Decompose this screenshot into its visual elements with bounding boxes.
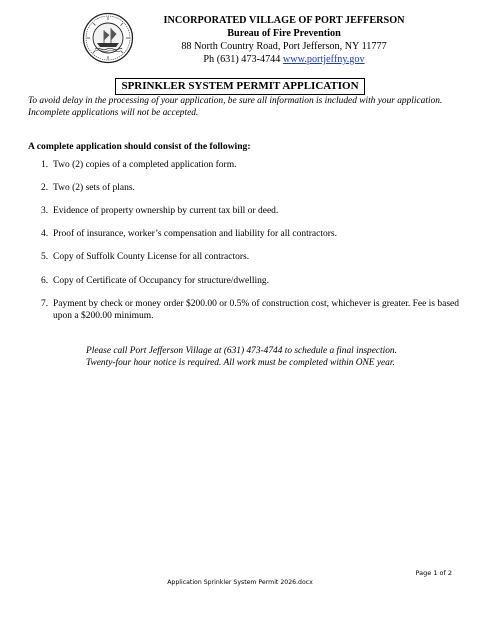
list-item-number: 1. bbox=[41, 160, 49, 170]
website-link[interactable]: www.portjeffny.gov bbox=[282, 54, 365, 65]
village-seal-icon bbox=[82, 12, 134, 64]
requirements-heading: A complete application should consist of the following: bbox=[28, 141, 251, 152]
list-item-number: 6. bbox=[41, 276, 49, 286]
intro-text bbox=[28, 95, 468, 119]
intro-line: Incomplete applications will not be accepted. bbox=[28, 108, 199, 118]
intro-line: To avoid delay in the processing of your application, be sure all information is included with your application. bbox=[28, 96, 443, 106]
contact-line bbox=[134, 53, 434, 66]
list-item-text: Evidence of property ownership by current tax bill or deed. bbox=[53, 206, 279, 216]
list-item-text: Copy of Certificate of Occupancy for structure/dwelling. bbox=[53, 276, 270, 286]
list-item-text: Copy of Suffolk County License for all contractors. bbox=[53, 252, 250, 262]
letterhead bbox=[134, 14, 434, 66]
page-number: Page 1 of 2 bbox=[415, 569, 452, 577]
footer-filename: Application Sprinkler System Permit 2026.docx bbox=[167, 579, 313, 586]
page-title: SPRINKLER SYSTEM PERMIT APPLICATION bbox=[115, 78, 365, 95]
org-address: 88 North Country Road, Port Jefferson, NY 11777 bbox=[181, 41, 387, 52]
list-item-text: Payment by check or money order $200.00 or 0.5% of construction cost, whichever is greater. Fee is based upon a $200.00 minimum. bbox=[53, 299, 460, 321]
inspection-notice bbox=[86, 345, 456, 369]
list-item-text: Two (2) copies of a completed application form. bbox=[53, 160, 237, 170]
list-item-number: 3. bbox=[41, 206, 49, 216]
notice-line: Twenty-four hour notice is required. All work must be completed within ONE year. bbox=[86, 358, 395, 368]
bureau-name: Bureau of Fire Prevention bbox=[227, 28, 341, 39]
list-item-text: Two (2) sets of plans. bbox=[53, 183, 135, 193]
notice-line: Please call Port Jefferson Village at (631) 473-4744 to schedule a final inspection. bbox=[86, 346, 397, 356]
list-item-number: 5. bbox=[41, 252, 49, 262]
list-item-text: Proof of insurance, worker’s compensation and liability for all contractors. bbox=[53, 229, 337, 239]
list-item-number: 2. bbox=[41, 183, 49, 193]
org-name: INCORPORATED VILLAGE OF PORT JEFFERSON bbox=[163, 15, 405, 26]
list-item-number: 7. bbox=[41, 299, 49, 309]
org-phone: Ph (631) 473-4744 bbox=[203, 54, 281, 65]
list-item-number: 4. bbox=[41, 229, 49, 239]
